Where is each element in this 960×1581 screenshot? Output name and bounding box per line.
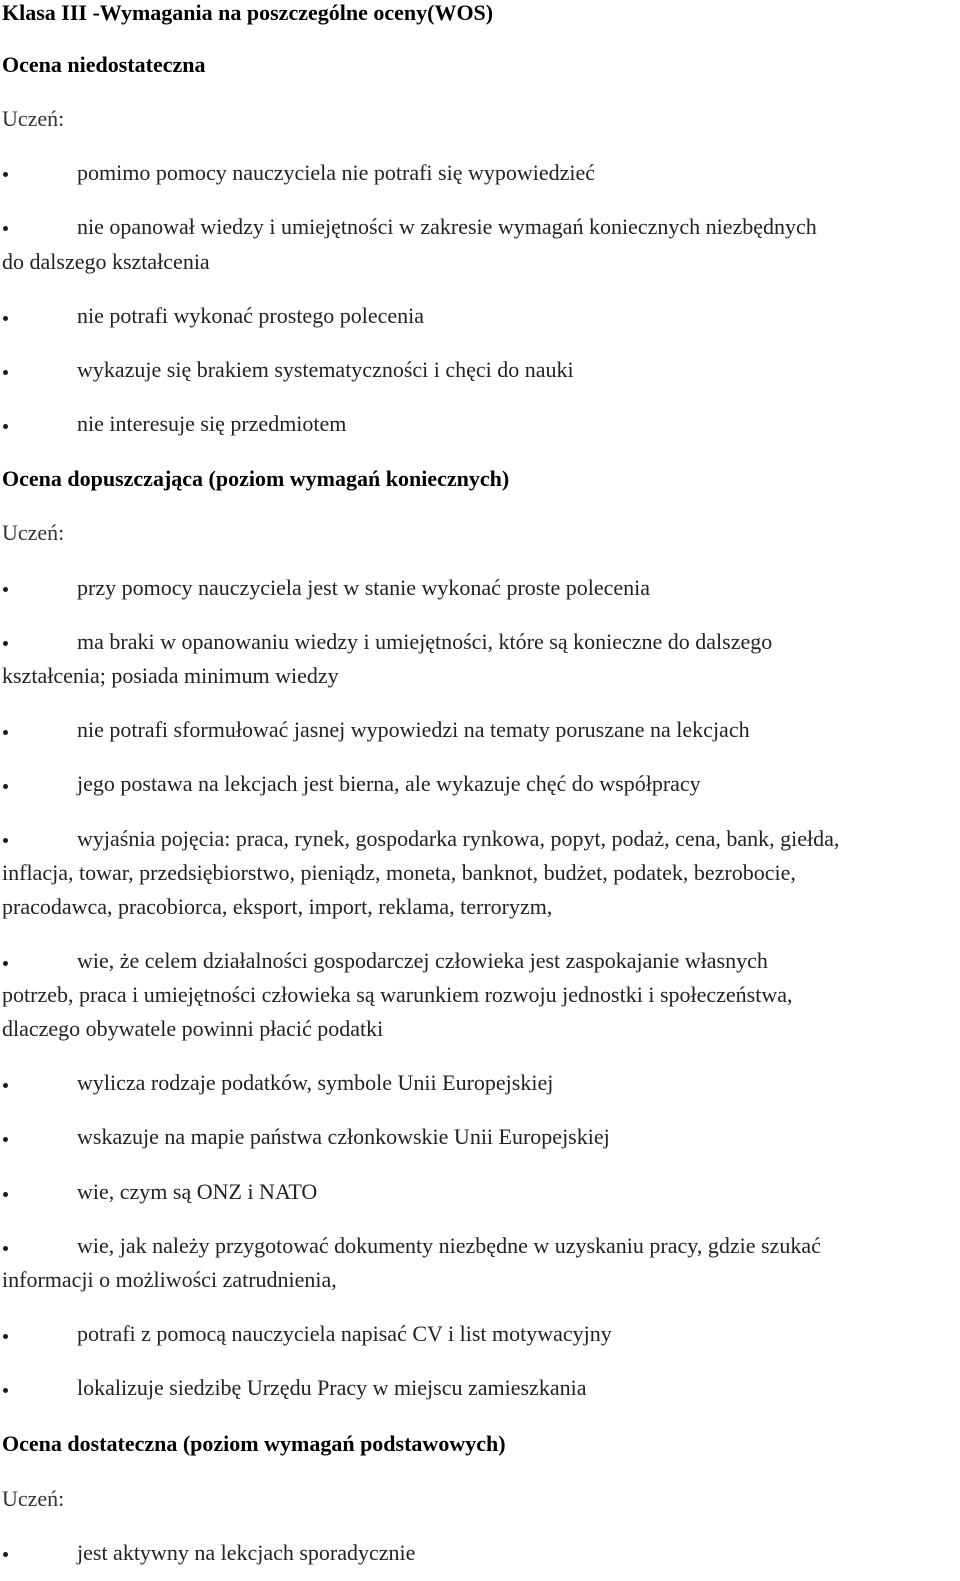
bullet-icon [3, 226, 8, 231]
list-item-text-continued: pracodawca, pracobiorca, eksport, import, reklama, terroryzm, [2, 894, 553, 919]
section-label: Uczeń: [2, 106, 65, 131]
list-item-text: nie interesuje się przedmiotem [77, 411, 347, 436]
list-item-text-continued: potrzeb, praca i umiejętności człowieka są warunkiem rozwoju jednostki i społeczeństwa, [2, 982, 793, 1007]
section-heading-dopuszczajaca: Ocena dopuszczająca (poziom wymagań koniecznych) [2, 466, 510, 491]
bullet-icon [3, 1552, 8, 1557]
list-item-text: przy pomocy nauczyciela jest w stanie wykonać proste polecenia [77, 575, 650, 600]
document-title: Klasa III -Wymagania na poszczególne oceny(WOS) [2, 0, 494, 25]
list-item-text: potrafi z pomocą nauczyciela napisać CV i list motywacyjny [77, 1321, 612, 1346]
bullet-icon [3, 1192, 8, 1197]
bullet-icon [3, 641, 8, 646]
list-item-text: wyjaśnia pojęcia: praca, rynek, gospodarka rynkowa, popyt, podaż, cena, bank, giełda, [77, 826, 840, 851]
bullet-icon [3, 1246, 8, 1251]
list-item-text: wylicza rodzaje podatków, symbole Unii Europejskiej [77, 1070, 554, 1095]
bullet-icon [3, 587, 8, 592]
bullet-icon [3, 316, 8, 321]
bullet-icon [3, 172, 8, 177]
list-item-text: wie, czym są ONZ i NATO [77, 1179, 318, 1204]
bullet-icon [3, 784, 8, 789]
list-item-text-continued: dlaczego obywatele powinni płacić podatki [2, 1016, 384, 1041]
list-item-text: pomimo pomocy nauczyciela nie potrafi się wypowiedzieć [77, 160, 596, 185]
bullet-icon [3, 1334, 8, 1339]
list-item-text: wie, że celem działalności gospodarczej człowieka jest zaspokajanie własnych [77, 948, 768, 973]
bullet-icon [3, 1388, 8, 1393]
list-item-text: ma braki w opanowaniu wiedzy i umiejętności, które są konieczne do dalszego [77, 629, 773, 654]
list-item-text-continued: kształcenia; posiada minimum wiedzy [2, 663, 339, 688]
list-item-text: jego postawa na lekcjach jest bierna, ale wykazuje chęć do współpracy [77, 771, 701, 796]
bullet-icon [3, 1083, 8, 1088]
section-label: Uczeń: [2, 1486, 65, 1511]
bullet-icon [3, 370, 8, 375]
list-item-text-continued: inflacja, towar, przedsiębiorstwo, pieniądz, moneta, banknot, budżet, podatek, bezrobocie, [2, 860, 796, 885]
bullet-icon [3, 838, 8, 843]
list-item-text: lokalizuje siedzibę Urzędu Pracy w miejscu zamieszkania [77, 1375, 587, 1400]
list-item-text-continued: do dalszego kształcenia [2, 249, 210, 274]
bullet-icon [3, 730, 8, 735]
section-heading-niedostateczna: Ocena niedostateczna [2, 52, 206, 77]
list-item-text: nie opanował wiedzy i umiejętności w zakresie wymagań koniecznych niezbędnych [77, 214, 817, 239]
list-item-text: nie potrafi wykonać prostego polecenia [77, 303, 424, 328]
list-item-text-continued: informacji o możliwości zatrudnienia, [2, 1267, 337, 1292]
list-item-text: wskazuje na mapie państwa członkowskie Unii Europejskiej [77, 1124, 610, 1149]
list-item-text: wie, jak należy przygotować dokumenty niezbędne w uzyskaniu pracy, gdzie szukać [77, 1233, 821, 1258]
bullet-icon [3, 961, 8, 966]
bullet-icon [3, 1137, 8, 1142]
bullet-icon [3, 424, 8, 429]
list-item-text: wykazuje się brakiem systematyczności i chęci do nauki [77, 357, 574, 382]
section-heading-dostateczna: Ocena dostateczna (poziom wymagań podstawowych) [2, 1431, 506, 1456]
list-item-text: jest aktywny na lekcjach sporadycznie [77, 1540, 416, 1565]
list-item-text: nie potrafi sformułować jasnej wypowiedzi na tematy poruszane na lekcjach [77, 717, 750, 742]
section-label: Uczeń: [2, 520, 65, 545]
